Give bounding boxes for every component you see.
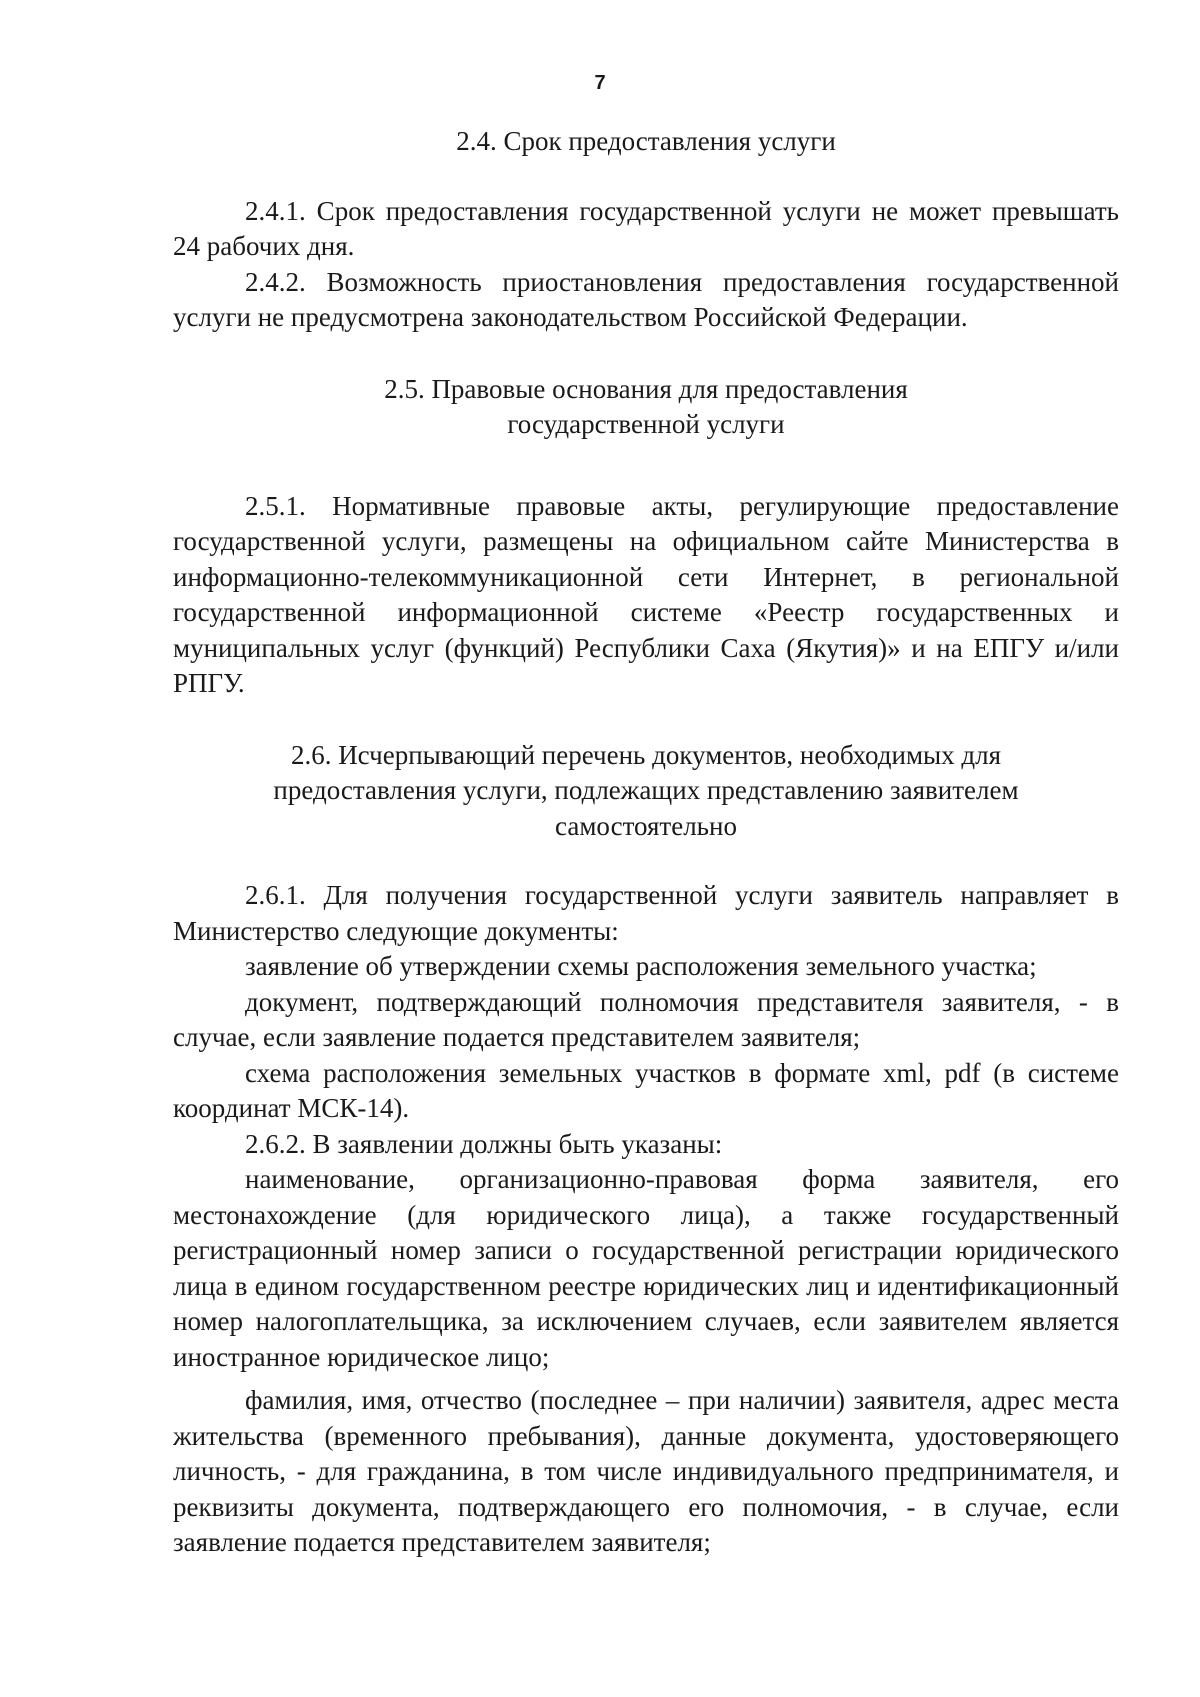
document-body — [173, 124, 1119, 1561]
paragraph-2-5-1: 2.5.1. Нормативные правовые акты, регулирующие предоставление государственной услуги, размещены на официальном сайте Министерства в информационно-телекоммуникационной сети Интернет, в региональной государственной информационной системе «Реестр государственных и муниципальных услуг (функций) Республики Саха (Якутия)» и на ЕПГУ и/или РПГУ. — [173, 490, 1119, 698]
list-item-authority-document: документ, подтверждающий полномочия представителя заявителя, - в случае, если заявление подается представителем заявителя; — [173, 986, 1119, 1052]
section-heading-2-5-line-2: государственной услуги — [507, 409, 785, 439]
list-item-legal-entity-details: наименование, организационно-правовая форма заявителя, его местонахождение (для юридического лица), а также государственный регистрационный номер записи о государственной регистрации юридического лица в едином государственном реестре юридических лиц и идентификационный номер налогоплательщика, за исключением случаев, если заявителем является иностранное юридическое лицо; — [173, 1164, 1119, 1372]
list-item-citizen-details: фамилия, имя, отчество (последнее – при наличии) заявителя, адрес места жительства (временного пребывания), данные документа, удостоверяющего личность, - для гражданина, в том числе индивидуального предпринимателя, и реквизиты документа, подтверждающего его полномочия, - в случае, если заявление подается представителем заявителя; — [173, 1385, 1119, 1557]
section-heading-2-4: 2.4. Срок предоставления услуги — [456, 126, 836, 156]
section-heading-2-6-line-3: самостоятельно — [555, 810, 737, 841]
paragraph-2-6-1: 2.6.1. Для получения государственной услуги заявитель направляет в Министерство следующие документы: — [173, 880, 1119, 946]
section-heading-2-5-line-1: 2.5. Правовые основания для предоставления — [384, 373, 908, 404]
section-heading-2-6-line-2: предоставления услуги, подлежащих представлению заявителем — [273, 775, 1019, 805]
paragraph-2-4-2: 2.4.2. Возможность приостановления предоставления государственной услуги не предусмотрена законодательством Российской Федерации. — [173, 266, 1119, 332]
section-heading-2-5 — [173, 372, 1119, 443]
paragraph-2-4-1: 2.4.1. Срок предоставления государственной услуги не может превышать 24 рабочих дня. — [173, 195, 1119, 261]
page-number: 7 — [594, 72, 606, 94]
list-item-application: заявление об утверждении схемы расположения земельного участка; — [245, 951, 1037, 981]
list-item-layout-scheme: схема расположения земельных участков в формате xml, pdf (в системе координат МСК-14). — [173, 1057, 1119, 1123]
section-heading-2-6 — [173, 738, 1119, 845]
section-heading-2-6-line-1: 2.6. Исчерпывающий перечень документов, необходимых для — [290, 739, 1002, 770]
paragraph-2-6-2: 2.6.2. В заявлении должны быть указаны: — [245, 1128, 723, 1159]
